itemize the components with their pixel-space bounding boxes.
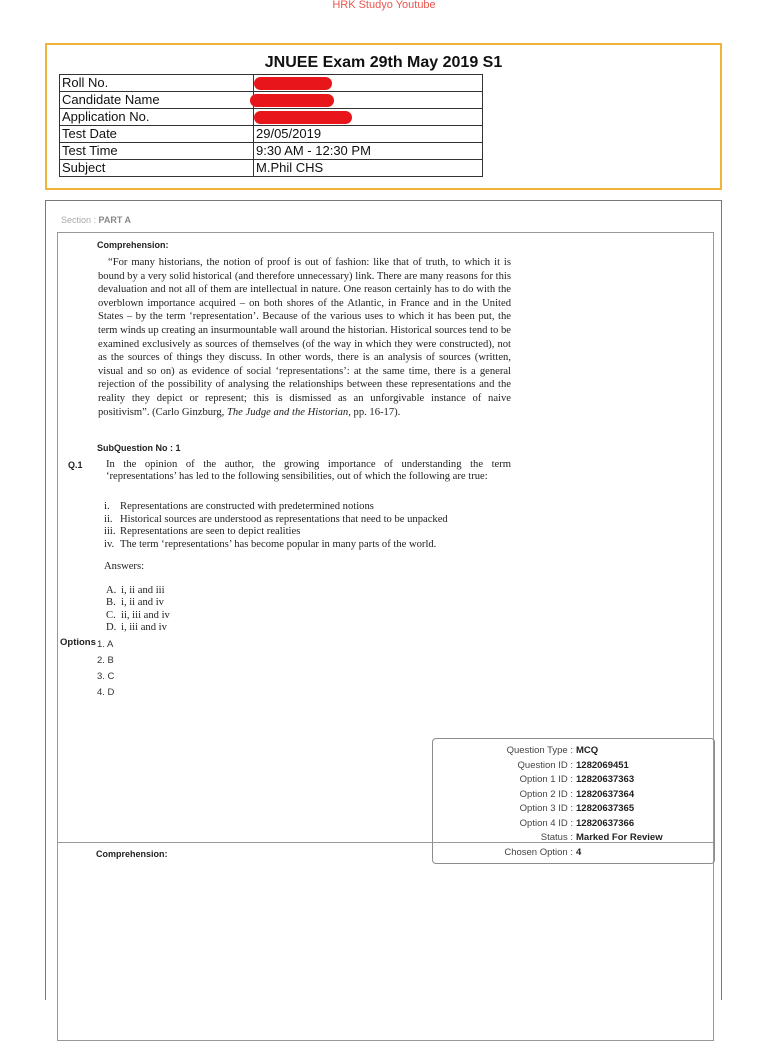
info-label: Roll No. <box>60 75 254 92</box>
info-row-candidate-name <box>60 92 483 109</box>
section-label: Section : PART A <box>61 215 132 225</box>
info-value-application-no <box>254 109 483 126</box>
redaction-mark <box>250 94 334 107</box>
options-group <box>60 637 96 648</box>
info-row-test-time <box>60 143 483 160</box>
redaction-mark <box>254 111 352 124</box>
statement-item: i. Representations are constructed with predetermined notions <box>104 501 374 512</box>
option-item: 1. A <box>97 639 114 650</box>
section-panel <box>45 200 722 1000</box>
watermark-text: HRK Studyo Youtube <box>332 0 436 11</box>
exam-title: JNUEE Exam 29th May 2019 S1 <box>264 54 503 71</box>
options-list <box>97 637 114 701</box>
answer-item: D. i, iii and iv <box>106 622 167 634</box>
candidate-info-table <box>59 74 483 177</box>
book-title: The Judge and the Historian <box>226 406 349 418</box>
info-value-roll-no <box>254 75 483 92</box>
info-label: Subject <box>60 160 254 177</box>
meta-row-option-2-id: Option 2 ID : 12820637364 <box>519 788 635 800</box>
answer-list <box>106 585 170 635</box>
question-stem: In the opinion of the author, the growing importance of understanding the term ‘representations’ has led to the following sensibilities, out of which the following are true: <box>106 459 511 483</box>
statement-list <box>104 501 448 551</box>
info-label: Candidate Name <box>60 92 254 109</box>
option-item: 2. B <box>97 655 114 666</box>
statement-item: ii. Historical sources are understood as representations that need to be unpacked <box>104 513 448 525</box>
comprehension-label-next: Comprehension: <box>96 849 168 859</box>
meta-row-option-1-id: Option 1 ID : 12820637363 <box>519 774 635 785</box>
answer-item: C. ii, iii and iv <box>106 609 170 621</box>
question-number: Q.1 <box>68 460 83 470</box>
info-row-test-date <box>60 126 483 143</box>
exam-header-panel <box>45 43 722 190</box>
info-row-roll-no <box>60 75 483 92</box>
info-label: Application No. <box>60 109 254 126</box>
meta-row-question-type: Question Type : MCQ <box>506 745 599 756</box>
info-label: Test Date <box>60 126 254 143</box>
option-item: 3. C <box>97 671 115 682</box>
info-value-subject: M.Phil CHS <box>254 160 483 177</box>
comprehension-passage: “For many historians, the notion of proof is out of fashion: like that of truth, to which it is bound by a very solid historical (and therefore unnecessary) link. There are many reasons for this devaluation and not all of them are intellectual in nature. One reason certainly has to do with the overblown importance acquired – on both shores of the Atlantic, in France and in the United States – by the term ‘representation’. Because of the various uses to which it has been put, the term winds up creating an insurmountable wall around the historian. Historical sources tend to be examined exclusively as sources of themselves (of the way in which they were constructed), not as the sources of things they discuss. In other words, there is an analysis of sources (written, visual and so on) as evidence of social ‘representations’: at the same time, there is a general rejection of the possibility of analysing the relationships between these representations and the reality they depict or represent; this is dismissed as an unforgivable instance of naive positivism”. (Carlo Ginzburg, The Judge and the Historian, pp. 16-17). <box>98 257 511 418</box>
meta-row-option-4-id: Option 4 ID : 12820637366 <box>519 817 635 829</box>
info-value-test-date: 29/05/2019 <box>254 126 483 143</box>
statement-item: iv. The term ‘representations’ has become popular in many parts of the world. <box>104 538 437 550</box>
answer-item: A. i, ii and iii <box>106 585 165 596</box>
next-question-card <box>57 842 714 1043</box>
redaction-mark <box>254 77 332 90</box>
meta-row-option-3-id: Option 3 ID : 12820637365 <box>519 803 635 814</box>
answers-label: Answers: <box>104 561 145 572</box>
subquestion-label: SubQuestion No : 1 <box>97 443 181 453</box>
info-row-subject <box>60 160 483 177</box>
section-name: PART A <box>98 215 132 225</box>
info-value-candidate-name <box>254 92 483 109</box>
info-label: Test Time <box>60 143 254 160</box>
meta-row-question-id: Question ID : 1282069451 <box>517 759 629 771</box>
option-item: 4. D <box>97 687 115 698</box>
meta-row-status: Status : Marked For Review <box>540 832 663 843</box>
comprehension-label: Comprehension: <box>97 240 169 250</box>
info-value-test-time: 9:30 AM - 12:30 PM <box>254 143 483 160</box>
options-label: Options <box>60 637 96 648</box>
answer-item: B. i, ii and iv <box>106 597 164 609</box>
statement-item: iii. Representations are seen to depict realities <box>104 526 301 538</box>
meta-row-chosen-option: Chosen Option : 4 <box>504 846 582 858</box>
info-row-application-no <box>60 109 483 126</box>
